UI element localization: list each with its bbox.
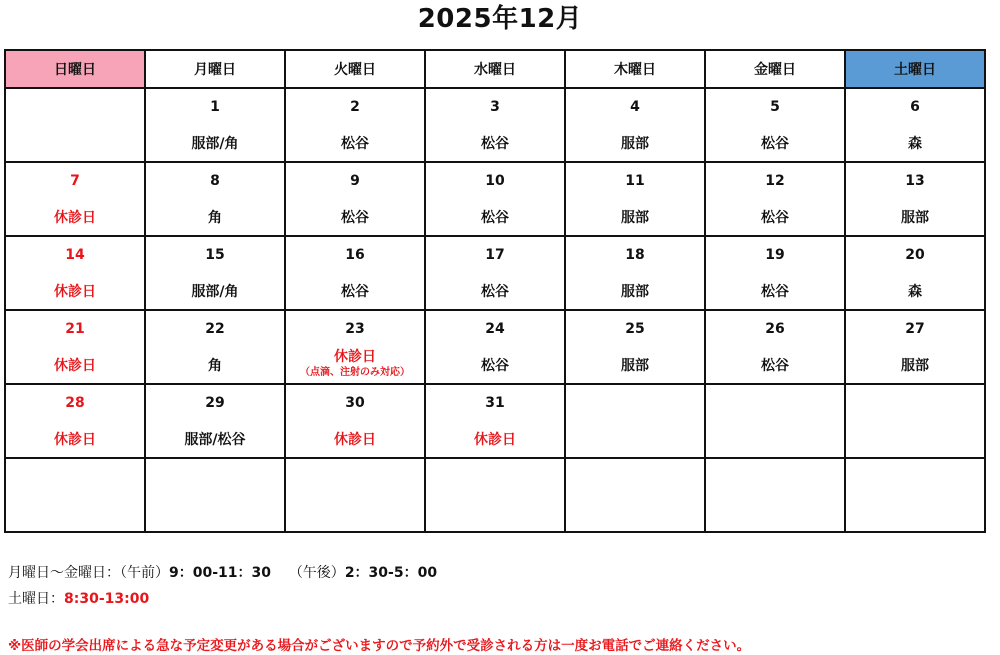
day-number: 28	[65, 395, 85, 411]
calendar-day-cell	[285, 236, 425, 310]
weekday-pm-hours: 2：30-5：00	[344, 565, 438, 581]
calendar-title: 2025年12月	[417, 4, 583, 34]
calendar-day-cell	[425, 236, 565, 310]
calendar-day-cell	[565, 310, 705, 384]
calendar-day-cell	[145, 458, 285, 532]
day-number: 16	[345, 247, 365, 263]
calendar-day-cell	[845, 88, 985, 162]
calendar-day-cell	[285, 458, 425, 532]
calendar-day-cell	[705, 88, 845, 162]
calendar-day-cell	[705, 236, 845, 310]
closed-label: 休診日	[54, 284, 96, 300]
header-monday: 月曜日	[145, 50, 285, 88]
doctor-name: 服部	[621, 358, 649, 374]
calendar-day-cell	[5, 236, 145, 310]
closed-label: 休診日	[54, 432, 96, 448]
calendar-day-cell	[285, 384, 425, 458]
doctor-name: 松谷	[481, 284, 509, 300]
doctor-name: 松谷	[481, 210, 509, 226]
closed-label: 休診日	[334, 349, 376, 365]
header-wednesday: 水曜日	[425, 50, 565, 88]
header-tuesday: 火曜日	[285, 50, 425, 88]
day-number: 13	[905, 173, 925, 189]
day-number: 4	[630, 99, 640, 115]
day-number: 15	[205, 247, 225, 263]
doctor-name: 森	[908, 284, 922, 300]
calendar-week-row	[5, 384, 985, 458]
calendar-week-row	[5, 88, 985, 162]
header-thursday: 木曜日	[565, 50, 705, 88]
doctor-name: 服部	[621, 136, 649, 152]
doctor-name: 森	[908, 136, 922, 152]
day-number: 12	[765, 173, 785, 189]
calendar-day-cell	[425, 458, 565, 532]
day-number: 11	[625, 173, 645, 189]
calendar-day-cell	[425, 384, 565, 458]
doctor-name: 松谷	[481, 136, 509, 152]
day-number: 9	[350, 173, 360, 189]
doctor-name: 松谷	[761, 358, 789, 374]
day-number: 27	[905, 321, 925, 337]
calendar-day-cell	[705, 310, 845, 384]
day-number: 23	[345, 321, 365, 337]
schedule-notice: ※医師の学会出席による急な予定変更がある場合がございますので予約外で受診される方は一度お電話でご連絡ください。	[8, 638, 751, 654]
calendar-day-cell	[285, 88, 425, 162]
day-number: 29	[205, 395, 225, 411]
doctor-name: 角	[208, 358, 222, 374]
day-number: 18	[625, 247, 645, 263]
calendar-day-cell	[145, 310, 285, 384]
doctor-name: 服部/角	[191, 284, 239, 300]
day-number: 22	[205, 321, 225, 337]
calendar-day-cell	[565, 458, 705, 532]
day-number: 20	[905, 247, 925, 263]
doctor-name: 松谷	[761, 210, 789, 226]
closed-note: （点滴、注射のみ対応）	[300, 367, 410, 378]
day-number: 3	[490, 99, 500, 115]
calendar-day-cell	[845, 384, 985, 458]
closed-label: 休診日	[334, 432, 376, 448]
doctor-name: 服部	[901, 358, 929, 374]
calendar-day-cell	[705, 384, 845, 458]
calendar-day-cell	[565, 88, 705, 162]
closed-label: 休診日	[54, 210, 96, 226]
day-number: 24	[485, 321, 505, 337]
day-number: 6	[910, 99, 920, 115]
day-number: 19	[765, 247, 785, 263]
saturday-hours-value: 8:30-13:00	[64, 591, 150, 607]
day-number: 17	[485, 247, 505, 263]
doctor-name: 服部	[621, 210, 649, 226]
doctor-name: 服部/角	[191, 136, 239, 152]
header-sunday: 日曜日	[5, 50, 145, 88]
calendar-day-cell	[285, 310, 425, 384]
weekday-hours-label: 月曜日～金曜日：（午前）	[8, 565, 169, 581]
weekday-am-hours: 9：00-11：30	[169, 565, 271, 581]
closed-label: 休診日	[474, 432, 516, 448]
day-number: 10	[485, 173, 505, 189]
calendar-week-row	[5, 236, 985, 310]
doctor-name: 角	[208, 210, 222, 226]
day-number: 7	[70, 173, 80, 189]
calendar-day-cell	[145, 384, 285, 458]
calendar-week-row	[5, 162, 985, 236]
saturday-hours	[8, 590, 149, 608]
saturday-hours-label: 土曜日：	[8, 591, 64, 607]
day-number: 5	[770, 99, 780, 115]
doctor-name: 松谷	[341, 210, 369, 226]
calendar-day-cell	[845, 236, 985, 310]
calendar-day-cell	[425, 162, 565, 236]
day-number: 26	[765, 321, 785, 337]
day-number: 25	[625, 321, 645, 337]
calendar-day-cell	[425, 310, 565, 384]
calendar-grid	[4, 49, 986, 533]
day-number: 1	[210, 99, 220, 115]
calendar-day-cell	[145, 162, 285, 236]
calendar-week-row	[5, 458, 985, 532]
calendar-day-cell	[145, 236, 285, 310]
calendar-day-cell	[845, 458, 985, 532]
header-friday: 金曜日	[705, 50, 845, 88]
day-number: 30	[345, 395, 365, 411]
header-saturday: 土曜日	[845, 50, 985, 88]
calendar-day-cell	[565, 236, 705, 310]
calendar-day-cell	[425, 88, 565, 162]
day-number: 2	[350, 99, 360, 115]
weekday-header-row	[5, 50, 985, 88]
calendar-day-cell	[845, 162, 985, 236]
doctor-name: 松谷	[761, 284, 789, 300]
calendar-week-row	[5, 310, 985, 384]
day-number: 21	[65, 321, 85, 337]
closed-label: 休診日	[54, 358, 96, 374]
calendar-day-cell	[285, 162, 425, 236]
doctor-name: 服部	[901, 210, 929, 226]
doctor-name: 松谷	[761, 136, 789, 152]
doctor-name: 松谷	[341, 284, 369, 300]
calendar-day-cell	[5, 384, 145, 458]
calendar-day-cell	[5, 310, 145, 384]
calendar-day-cell	[5, 88, 145, 162]
calendar-day-cell	[565, 162, 705, 236]
calendar-day-cell	[705, 458, 845, 532]
doctor-name: 松谷	[341, 136, 369, 152]
doctor-name: 服部/松谷	[184, 432, 246, 448]
day-number: 8	[210, 173, 220, 189]
day-number: 31	[485, 395, 505, 411]
weekday-pm-label: （午後）	[288, 565, 345, 581]
calendar-day-cell	[5, 162, 145, 236]
doctor-name: 松谷	[481, 358, 509, 374]
doctor-name: 服部	[621, 284, 649, 300]
calendar-day-cell	[565, 384, 705, 458]
weekday-hours	[8, 564, 437, 582]
calendar-day-cell	[5, 458, 145, 532]
day-number: 14	[65, 247, 85, 263]
calendar-day-cell	[705, 162, 845, 236]
calendar-day-cell	[145, 88, 285, 162]
calendar-day-cell	[845, 310, 985, 384]
